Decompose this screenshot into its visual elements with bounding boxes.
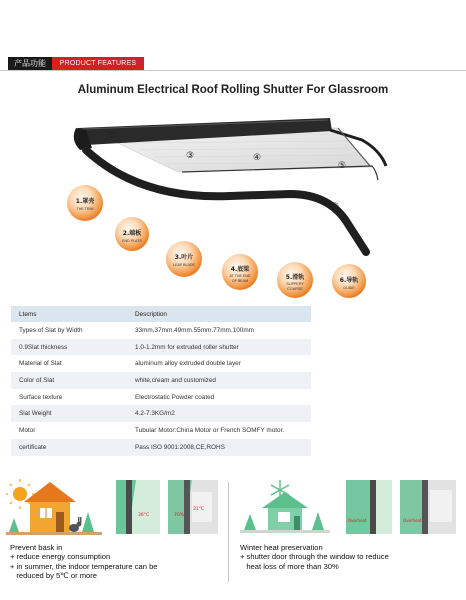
spec-value: Tubular Motor:China Motor or French SOMFY motor. (135, 426, 285, 434)
tree-icon (82, 512, 94, 532)
spec-value: 4.2-7.3KG/m2 (127, 405, 311, 422)
temp-label: 36°C (138, 513, 150, 518)
part-1-sub: THE TRIM (76, 207, 94, 211)
overheat-label: Overheat (348, 518, 367, 523)
spec-key: Material of Slat (19, 360, 62, 368)
callout-5: ⑤ (338, 161, 347, 171)
part-5-title: 5.滑轨 (285, 274, 305, 281)
spec-value: 1.0-1.2mm for extruded roller shutter (127, 339, 311, 356)
house-icon (262, 492, 308, 530)
spec-header-description: Description (127, 306, 311, 322)
spec-row (11, 322, 311, 339)
spec-row (11, 339, 311, 356)
tree-icon (244, 514, 256, 530)
shutter-panel-green (346, 480, 392, 534)
callout-4: ④ (253, 153, 262, 163)
part-ball-6 (332, 264, 366, 298)
feature-divider (228, 482, 229, 582)
summer-line-1: + reduce energy consumption (10, 552, 111, 562)
spec-row (11, 355, 311, 372)
part-6-sub: GUIDE (343, 286, 355, 290)
spec-key: Surface texture (19, 393, 63, 401)
summer-title: Prevent bask in (10, 543, 63, 552)
spec-value: Pass ISO 9001:2008,CE,ROHS (127, 439, 311, 456)
winter-line-1: + shutter door through the window to reduce (240, 552, 389, 562)
header-label-en: PRODUCT FEATURES (52, 57, 144, 71)
shutter-panel-grey (400, 480, 456, 534)
spec-value: Electrostatic Powder coated (135, 393, 215, 401)
spec-header-items: Ltems (11, 306, 127, 322)
spec-row (11, 389, 311, 406)
spec-key: Slat Weight (11, 405, 127, 422)
part-ball-3 (166, 241, 202, 277)
spec-table (11, 306, 311, 456)
winter-illustration (240, 478, 462, 540)
part-ball-1 (67, 185, 103, 221)
shutter-panel-green (116, 480, 160, 534)
spec-row (11, 422, 311, 439)
house-icon (24, 482, 76, 532)
part-ball-4 (222, 254, 258, 290)
temp-label: 70% (174, 513, 185, 518)
spec-value: aluminum alloy extruded double layer (135, 360, 241, 368)
part-ball-5 (277, 262, 313, 298)
spec-key: Types of Slat by Width (19, 326, 83, 334)
part-5-sub: SLIPPERY (286, 282, 304, 286)
part-3-sub: LEAF BLADE (173, 263, 195, 267)
spec-value: white,cream and customized (127, 372, 311, 389)
spec-row (11, 372, 311, 389)
tree-icon (9, 518, 19, 532)
part-5-sub2: COURSE (287, 287, 303, 291)
summer-feature-text (10, 543, 158, 581)
part-3-title: 3.叶片 (174, 254, 194, 261)
part-6-title: 6.导轨 (339, 277, 359, 284)
summer-illustration (6, 478, 224, 540)
header-label-cn: 产品功能 (8, 57, 52, 71)
spec-value: 33mm,37mm.49mm.55mm.77mm.100mm (135, 326, 254, 334)
shutter-panel-grey (168, 480, 218, 534)
callout-2: ② (83, 139, 92, 149)
winter-feature-text (240, 543, 389, 571)
callout-1: ① (108, 131, 117, 141)
spec-key: 0.9Slat thickness (11, 339, 127, 356)
part-4-title: 4.底梁 (230, 266, 250, 273)
spec-key: Color of Slat (11, 372, 127, 389)
overheat-label: Overheat (403, 518, 422, 523)
tree-icon (312, 512, 324, 530)
summer-line-3: reduced by 5℃ or more (10, 571, 98, 581)
callout-3: ③ (186, 151, 195, 161)
winter-line-2: heat loss of more than 30% (240, 561, 339, 571)
part-4-sub: AT THE END (229, 274, 251, 278)
rabbit-icon (69, 517, 82, 532)
part-1-title: 1.罩壳 (75, 198, 95, 205)
spec-key: Motor (19, 426, 36, 434)
spec-row (11, 405, 311, 422)
callout-6: ⑥ (331, 202, 340, 212)
winter-title: Winter heat preservation (240, 543, 323, 552)
part-2-sub: END PLATE (122, 239, 142, 243)
part-2-title: 2.端板 (122, 230, 142, 237)
spec-table-header (11, 306, 311, 322)
summer-line-2: + in summer, the indoor temperature can be (10, 561, 158, 571)
spec-row (11, 439, 311, 456)
part-ball-2 (115, 217, 149, 251)
product-title: Aluminum Electrical Roof Rolling Shutter For Glassroom (77, 84, 389, 96)
spec-key: certificate (11, 439, 127, 456)
temp-label: 31°C (193, 507, 205, 512)
part-4-sub2: OF BEAM (231, 279, 249, 283)
